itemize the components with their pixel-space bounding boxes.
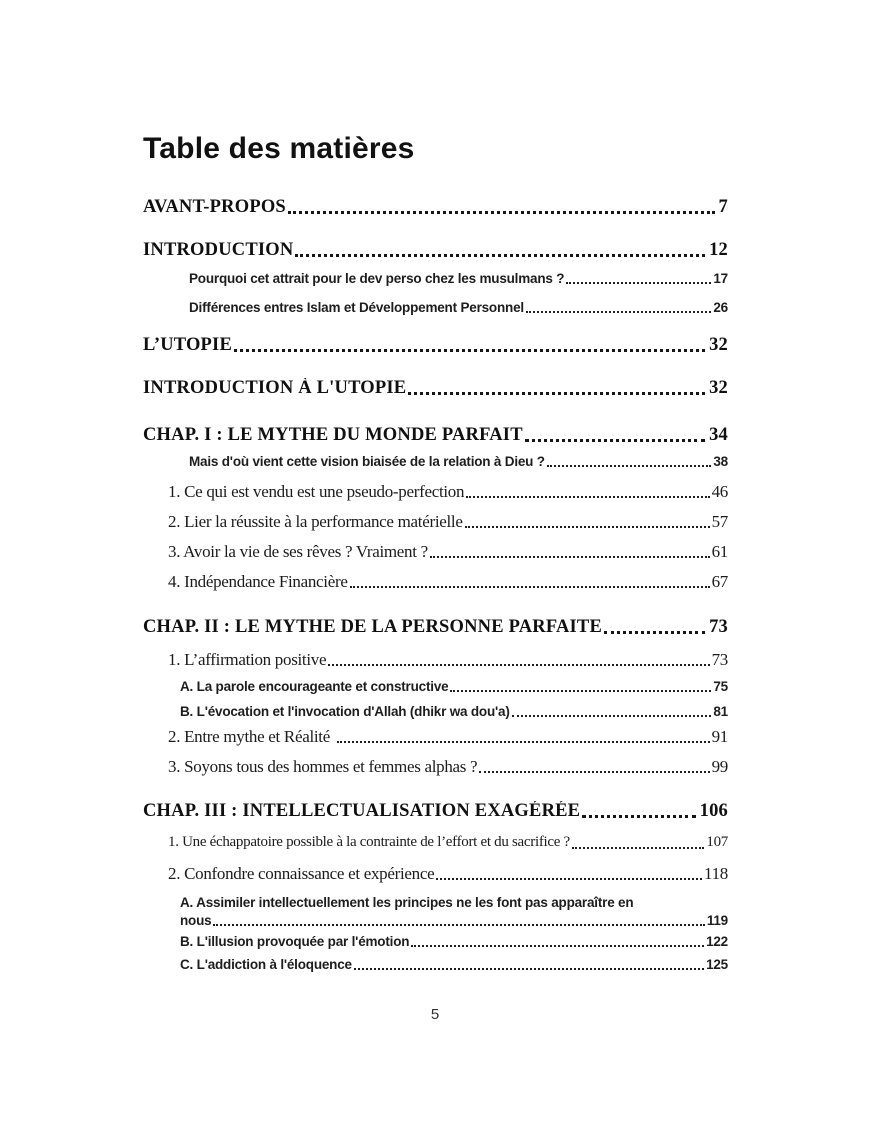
dot-leader [604,631,705,634]
toc-entry-label: INTRODUCTION À L'UTOPIE [143,378,407,398]
toc-entry-label: Mais d'où vient cette vision biaisée de la relation à Dieu ? [189,454,545,469]
dot-leader [479,771,709,773]
toc-entry-label-continued: nous [180,913,212,928]
dot-leader [295,254,705,257]
toc-entry-label: Pourquoi cet attrait pour le dev perso chez les musulmans ? [189,271,565,286]
page-title: Table des matières [143,132,415,165]
toc-entry-page-number: 75 [713,679,728,694]
dot-leader [328,664,709,666]
dot-leader [354,968,704,970]
dot-leader [525,439,705,442]
toc-entry-label: CHAP. II : LE MYTHE DE LA PERSONNE PARFAITE [143,617,602,637]
toc-entry-page-number: 46 [711,482,728,501]
toc-entry-page-number: 67 [711,572,728,591]
toc-content [143,131,728,973]
toc-entry-page-number: 91 [711,727,728,746]
toc-entry-page-number: 12 [709,240,728,260]
dot-leader [213,924,704,926]
toc-entry [143,801,728,821]
toc-entry-page-number: 32 [709,335,728,355]
toc-entry [143,542,728,561]
toc-entry-label: A. Assimiler intellectuellement les principes ne les font pas apparaître en [180,895,634,910]
toc-entry-page-number: 34 [709,425,728,445]
dot-leader [337,741,710,743]
toc-entry [143,482,728,501]
toc-entry-page-number: 38 [713,454,728,469]
toc-entry-label: 2. Confondre connaissance et expérience [168,864,435,883]
toc-entry-page-number: 7 [718,197,728,217]
toc-entry-label: 2. Lier la réussite à la performance matérielle [168,512,463,531]
toc-entry [143,425,728,445]
toc-entry-label: 1. Ce qui est vendu est une pseudo-perfection [168,482,465,501]
toc-entry-label: B. L'évocation et l'invocation d'Allah (dhikr wa dou'a) [180,704,510,719]
toc-entry-page-number: 106 [699,801,728,821]
dot-leader [566,282,711,284]
toc-entry [143,299,728,316]
toc-entry-label: 3. Avoir la vie de ses rêves ? Vraiment ? [168,542,428,561]
toc-entry-page-number: 17 [713,271,728,286]
dot-leader [234,349,705,352]
toc-entry-page-number: 73 [711,650,728,669]
toc-entry-page-number: 107 [706,834,728,850]
toc-entry-page-number: 32 [709,378,728,398]
dot-leader [465,526,710,528]
toc-entry [143,833,728,852]
toc-entry [143,335,728,355]
dot-leader [408,392,705,395]
toc-entry [143,727,728,746]
toc-entry-page-number: 122 [706,934,728,949]
toc-entry [143,240,728,260]
toc-entry-page-number: 125 [706,957,728,972]
toc-entry-label: AVANT-PROPOS [143,197,286,217]
toc-entry-page-number: 57 [711,512,728,531]
toc-entry [143,650,728,669]
toc-entry [143,270,728,287]
toc-entry [143,197,728,217]
toc-entry [143,956,728,973]
toc-entry-label: 1. L’affirmation positive [168,650,327,669]
toc-entry-page-number: 61 [711,542,728,561]
toc-entry [143,678,728,695]
toc-entry [143,757,728,776]
toc-entry [143,512,728,531]
dot-leader [288,211,715,214]
toc-entry-page-number: 119 [706,913,728,928]
toc-entry-page-number: 81 [713,704,728,719]
dot-leader [350,586,710,588]
dot-leader [572,847,704,849]
dot-leader [411,945,704,947]
toc-entry-page-number: 26 [713,300,728,315]
toc-entry-label: INTRODUCTION [143,240,294,260]
toc-entry-label: 1. Une échappatoire possible à la contrainte de l’effort et du sacrifice ? [168,834,570,850]
toc-entry [143,864,728,883]
toc-entry [143,617,728,637]
dot-leader [512,715,712,717]
toc-entry-label: CHAP. III : INTELLECTUALISATION EXAGÉRÉE [143,801,581,821]
toc-entry-page-number: 73 [709,617,728,637]
dot-leader [436,878,702,880]
toc-entry-label: 4. Indépendance Financière [168,572,348,591]
toc-entry [143,893,728,929]
toc-entry-label: A. La parole encourageante et constructive [180,679,449,694]
toc-entry-label: CHAP. I : LE MYTHE DU MONDE PARFAIT [143,425,523,445]
toc-entry-page-number: 118 [704,864,728,883]
toc-entry [143,933,728,950]
toc-entry-page-number: 99 [711,757,728,776]
toc-entry-label: B. L'illusion provoquée par l'émotion [180,934,410,949]
dot-leader [582,815,695,818]
dot-leader [547,465,712,467]
dot-leader [450,690,711,692]
toc-entry-label: 2. Entre mythe et Réalité [168,727,330,746]
toc-entry [143,378,728,398]
dot-leader [526,311,711,313]
page-number: 5 [430,1006,440,1023]
toc-entry [143,572,728,591]
toc-entry [143,453,728,470]
dot-leader [430,556,710,558]
toc-entry-label: 3. Soyons tous des hommes et femmes alphas ? [168,757,478,776]
toc-entry [143,703,728,720]
toc-entry-label: C. L'addiction à l'éloquence [180,957,352,972]
toc-entry-label: Différences entres Islam et Développement Personnel [189,300,524,315]
toc-entry-label: L’UTOPIE [143,335,232,355]
dot-leader [466,496,709,498]
